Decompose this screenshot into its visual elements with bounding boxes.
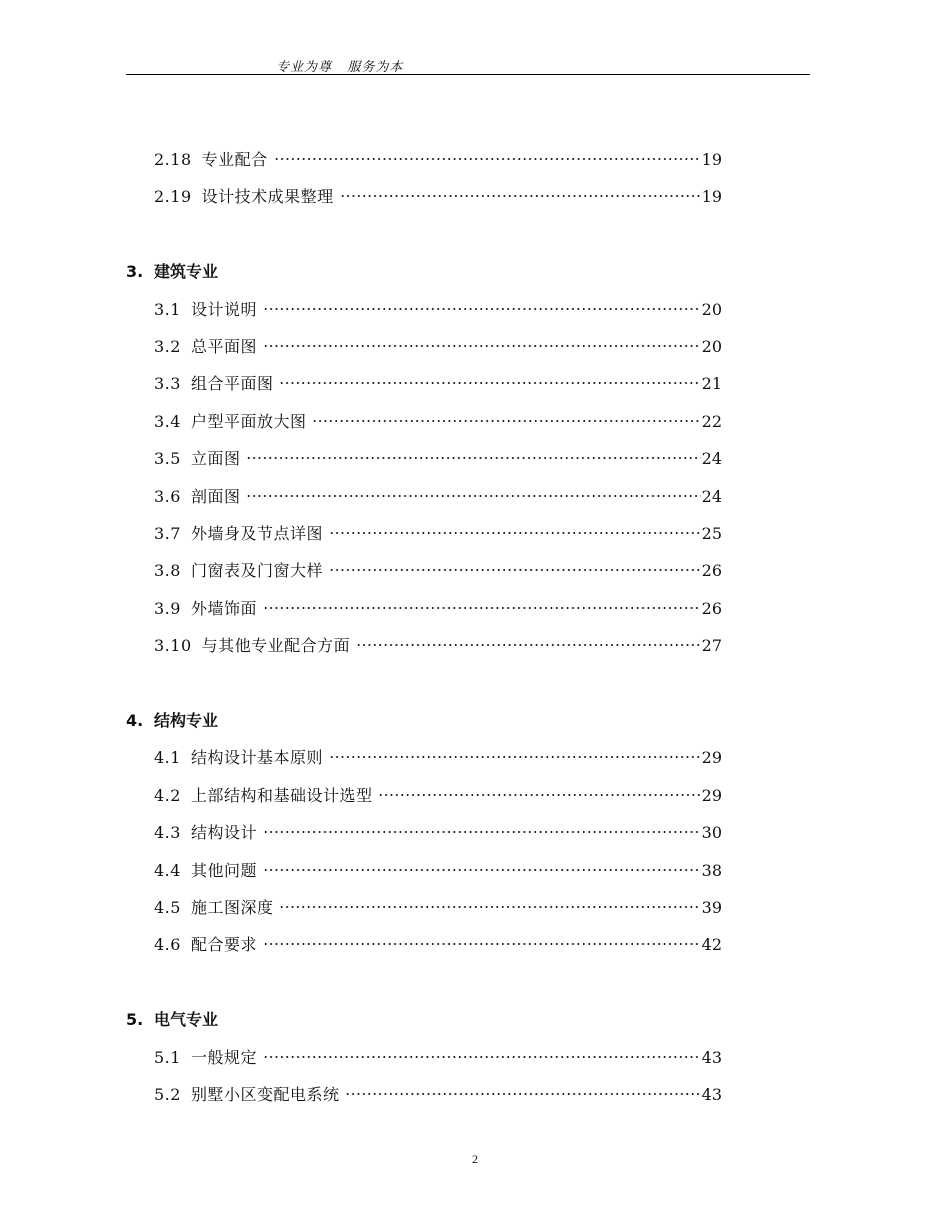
toc-entry[interactable]: [154, 485, 722, 509]
toc-entry-number: 3.2: [154, 337, 181, 356]
toc-entry-page: 29: [701, 786, 722, 805]
toc-entry-page: 24: [701, 487, 722, 506]
toc-entry-page: 19: [701, 187, 722, 206]
toc-entry-number: 5.1: [154, 1048, 181, 1067]
page-header: [0, 54, 950, 76]
toc-dot-leader: [263, 606, 701, 610]
toc-entry-title: 专业配合: [201, 150, 268, 169]
toc-entry-number: 3.6: [154, 487, 181, 506]
toc-entry-number: 3.9: [154, 599, 181, 618]
toc-dot-leader: [340, 194, 701, 198]
toc-entry-page: 19: [701, 150, 722, 169]
toc-entry[interactable]: [154, 185, 722, 209]
toc-entry-page: 25: [701, 524, 722, 543]
toc-section-number: 4.: [126, 711, 144, 730]
toc-dot-leader: [274, 157, 701, 161]
toc-section-heading[interactable]: [126, 1008, 218, 1032]
toc-entry-page: 43: [701, 1085, 722, 1104]
toc-entry[interactable]: [154, 1083, 722, 1107]
toc-entry-title: 设计说明: [190, 300, 257, 319]
toc-section-number: 5.: [126, 1010, 144, 1029]
toc-dot-leader: [263, 307, 701, 311]
toc-entry-page: 20: [701, 337, 722, 356]
toc-dot-leader: [246, 456, 700, 460]
toc-entry-number: 3.7: [154, 524, 181, 543]
toc-entry[interactable]: [154, 298, 722, 322]
toc-entry-title: 户型平面放大图: [190, 412, 307, 431]
toc-entry-page: 39: [701, 898, 722, 917]
toc-entry-number: 3.3: [154, 374, 181, 393]
toc-entry-page: 43: [701, 1048, 722, 1067]
toc-section-title: 建筑专业: [154, 262, 219, 281]
toc-entry-title: 外墙饰面: [190, 599, 257, 618]
toc-dot-leader: [263, 1055, 701, 1059]
toc-dot-leader: [246, 494, 700, 498]
toc-dot-leader: [312, 419, 700, 423]
toc-entry-page: 26: [701, 599, 722, 618]
toc-entry-number: 5.2: [154, 1085, 181, 1104]
toc-dot-leader: [279, 905, 700, 909]
toc-entry[interactable]: [154, 447, 722, 471]
toc-entry[interactable]: [154, 1046, 722, 1070]
toc-entry-title: 一般规定: [190, 1048, 257, 1067]
toc-section-heading[interactable]: [126, 260, 218, 284]
toc-entry-number: 3.5: [154, 449, 181, 468]
toc-entry[interactable]: [154, 372, 722, 396]
toc-entry-number: 4.1: [154, 748, 181, 767]
toc-section-title: 电气专业: [154, 1010, 219, 1029]
toc-entry-number: 2.18: [154, 150, 192, 169]
toc-entry-number: 3.10: [154, 636, 192, 655]
toc-entry-number: 2.19: [154, 187, 192, 206]
toc-entry-page: 42: [701, 935, 722, 954]
toc-entry-title: 上部结构和基础设计选型: [190, 786, 373, 805]
toc-dot-leader: [329, 531, 701, 535]
toc-entry-page: 24: [701, 449, 722, 468]
toc-entry-title: 总平面图: [190, 337, 257, 356]
toc-dot-leader: [263, 942, 701, 946]
toc-entry-title: 组合平面图: [190, 374, 274, 393]
toc-entry-title: 与其他专业配合方面: [201, 636, 351, 655]
toc-section-title: 结构专业: [154, 711, 219, 730]
toc-entry-number: 4.4: [154, 861, 181, 880]
toc-entry[interactable]: [154, 784, 722, 808]
toc-entry[interactable]: [154, 522, 722, 546]
toc-dot-leader: [378, 793, 700, 797]
toc-entry-title: 立面图: [190, 449, 241, 468]
footer-page-number: 2: [472, 1152, 478, 1166]
toc-entry[interactable]: [154, 896, 722, 920]
toc-dot-leader: [345, 1092, 700, 1096]
toc-entry-number: 3.8: [154, 561, 181, 580]
toc-dot-leader: [263, 344, 701, 348]
toc-entry[interactable]: [154, 597, 722, 621]
toc-dot-leader: [263, 830, 701, 834]
toc-section-heading[interactable]: [126, 709, 218, 733]
toc-entry-number: 4.5: [154, 898, 181, 917]
toc-entry-title: 结构设计: [190, 823, 257, 842]
toc-entry-page: 26: [701, 561, 722, 580]
toc-dot-leader: [263, 868, 701, 872]
toc-dot-leader: [279, 381, 700, 385]
toc-entry-page: 22: [701, 412, 722, 431]
toc-entry-title: 配合要求: [190, 935, 257, 954]
toc-entry[interactable]: [154, 933, 722, 957]
toc-entry[interactable]: [154, 148, 722, 172]
toc-dot-leader: [329, 568, 701, 572]
toc-entry[interactable]: [154, 559, 722, 583]
toc-entry-title: 其他问题: [190, 861, 257, 880]
toc-entry[interactable]: [154, 634, 722, 658]
toc-section-number: 3.: [126, 262, 144, 281]
toc-entry-page: 30: [701, 823, 722, 842]
toc-entry-number: 3.1: [154, 300, 181, 319]
toc-entry-title: 施工图深度: [190, 898, 274, 917]
toc-entry-title: 设计技术成果整理: [201, 187, 334, 206]
toc-entry-title: 结构设计基本原则: [190, 748, 323, 767]
toc-entry-page: 20: [701, 300, 722, 319]
header-motto: 专业为尊 服务为本: [276, 60, 404, 75]
toc-entry[interactable]: [154, 410, 722, 434]
toc-entry-page: 29: [701, 748, 722, 767]
toc-dot-leader: [356, 643, 701, 647]
toc-entry-title: 别墅小区变配电系统: [190, 1085, 340, 1104]
toc-entry-page: 27: [701, 636, 722, 655]
header-rule: [126, 74, 810, 75]
toc-entry-title: 外墙身及节点详图: [190, 524, 323, 543]
toc-entry-number: 4.2: [154, 786, 181, 805]
toc-entry[interactable]: [154, 335, 722, 359]
toc-entry[interactable]: [154, 746, 722, 770]
toc-entry-number: 3.4: [154, 412, 181, 431]
toc-entry-number: 4.3: [154, 823, 181, 842]
toc-dot-leader: [329, 755, 701, 759]
toc-entry[interactable]: [154, 859, 722, 883]
toc-entry[interactable]: [154, 821, 722, 845]
toc-entry-page: 38: [701, 861, 722, 880]
toc-entry-page: 21: [701, 374, 722, 393]
toc-entry-number: 4.6: [154, 935, 181, 954]
toc-entry-title: 剖面图: [190, 487, 241, 506]
toc-entry-title: 门窗表及门窗大样: [190, 561, 323, 580]
